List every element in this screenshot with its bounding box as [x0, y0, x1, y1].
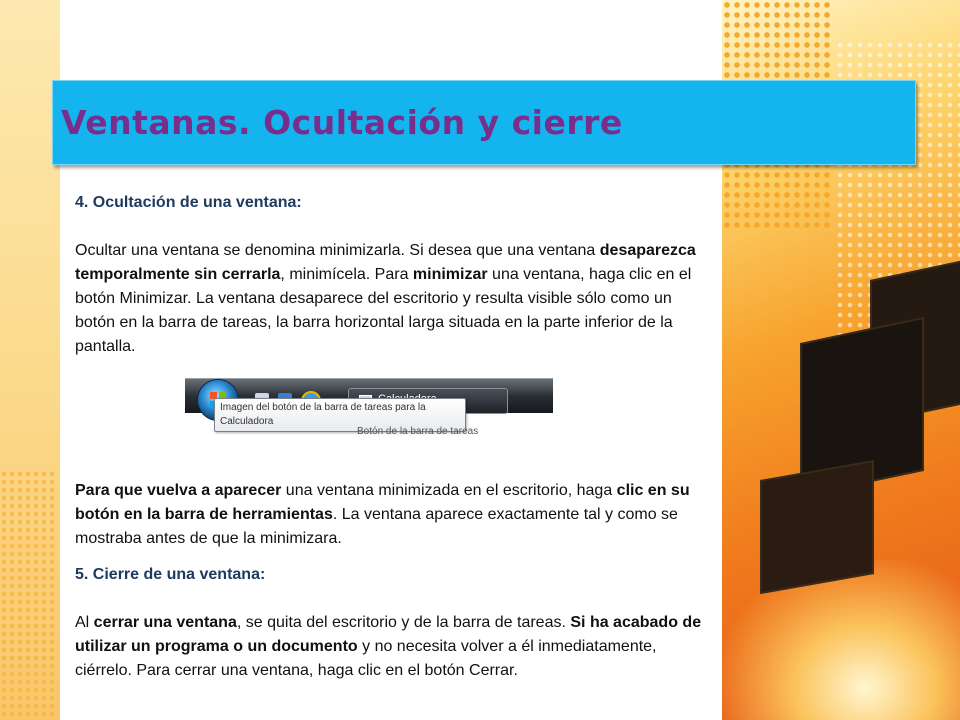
- text-run: Al: [75, 614, 94, 631]
- taskbar-screenshot: [185, 372, 555, 442]
- section-4-paragraph-2: [75, 479, 715, 551]
- left-dot-pattern: [0, 470, 55, 720]
- bold-run: cerrar una ventana: [93, 614, 237, 631]
- bold-run: Si ha acabado de utilizar un programa o un documento: [75, 614, 702, 655]
- section-5-paragraph: [75, 611, 715, 683]
- bold-run: Para que vuelva a aparecer: [75, 482, 282, 499]
- section-4-paragraph: [75, 239, 715, 359]
- text-run: Ocultar una ventana se denomina minimizarla. Si desea que una ventana: [75, 242, 600, 259]
- text-run: una ventana minimizada en el escritorio, haga: [281, 482, 617, 499]
- text-run: una ventana, haga clic en el botón Minimizar. La ventana desaparece del escritorio y resulta visible sólo como un botón en la barra de tareas, la barra horizontal larga situada en la parte inferior de la pantalla.: [75, 266, 692, 355]
- monitor-graphic: [760, 460, 874, 594]
- spacer: [75, 551, 715, 563]
- screenshot-caption: Botón de la barra de tareas: [357, 426, 479, 437]
- text-run: y no necesita volver a él inmediatamente, ciérrelo. Para cerrar una ventana, haga clic en el botón Cerrar.: [75, 638, 657, 679]
- bold-run: minimizar: [412, 266, 488, 283]
- bold-run: clic en su botón en la barra de herramientas: [75, 482, 690, 523]
- section-5-heading: 5. Cierre de una ventana:: [75, 566, 266, 583]
- right-glow: [722, 560, 960, 720]
- section-4-heading: 4. Ocultación de una ventana:: [75, 194, 302, 211]
- slide-title: Ventanas. Ocultación y cierre: [61, 103, 623, 142]
- tooltip: Imagen del botón de la barra de tareas para la Calculadora: [214, 398, 466, 432]
- title-banner: [52, 80, 916, 165]
- text-run: . La ventana aparece exactamente tal y como se mostraba antes de que la minimizara.: [75, 506, 678, 547]
- bold-run: desaparezca temporalmente sin cerrarla: [75, 242, 696, 283]
- text-run: , se quita del escritorio y de la barra de tareas.: [236, 614, 571, 631]
- spacer: [75, 215, 715, 239]
- text-run: , minimícela. Para: [280, 266, 413, 283]
- spacer: [75, 587, 715, 611]
